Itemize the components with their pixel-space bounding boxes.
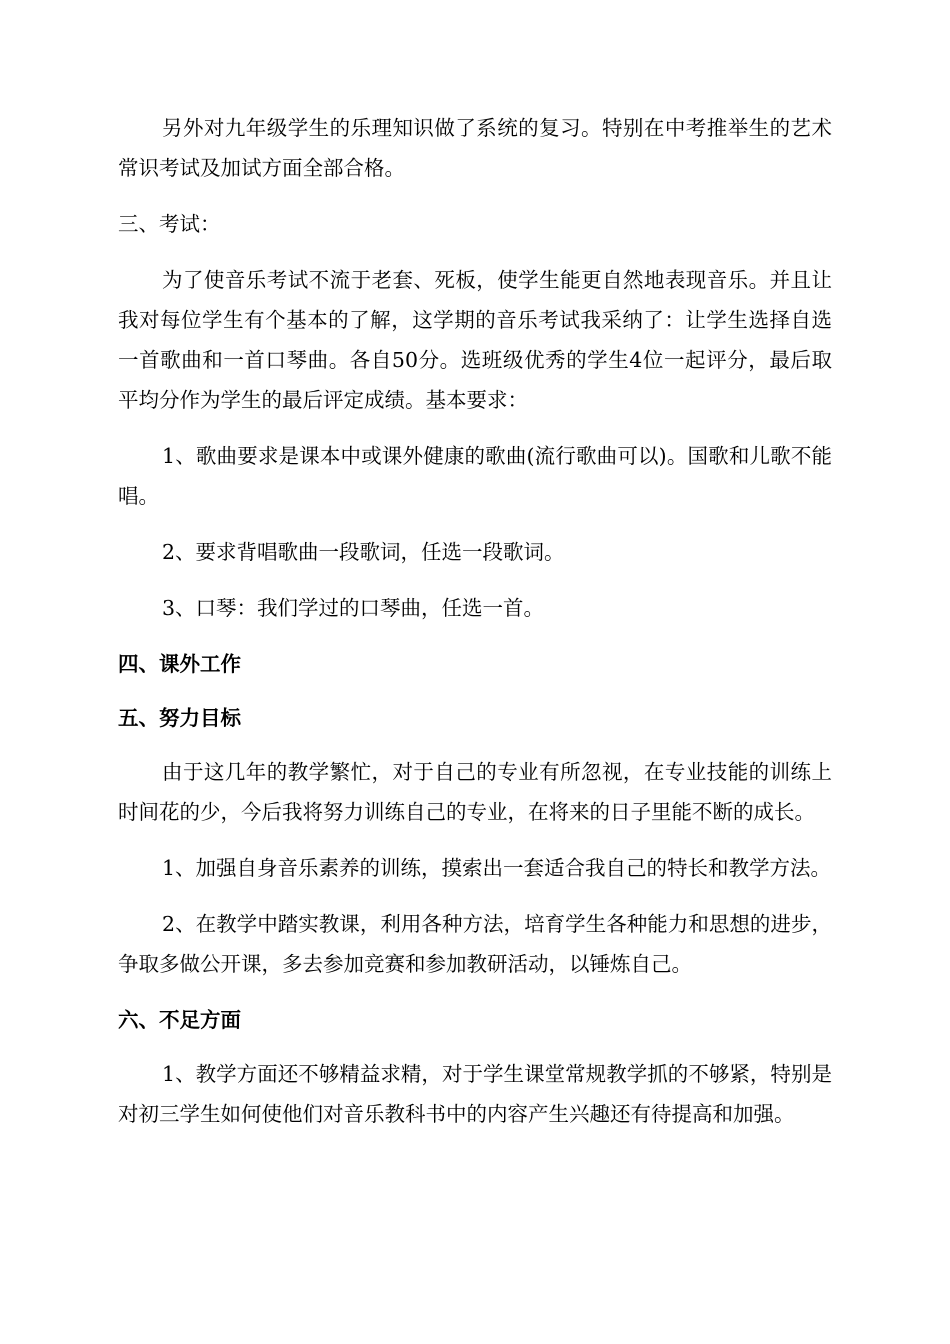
exam-requirement-3: 3、口琴：我们学过的口琴曲，任选一首。	[162, 596, 545, 620]
document-body	[118, 108, 832, 1134]
exam-requirement-2: 2、要求背唱歌曲一段歌词，任选一段歌词。	[162, 540, 565, 564]
goal-item-1: 1、加强自身音乐素养的训练，摸索出一套适合我自己的特长和教学方法。	[162, 856, 832, 880]
heading-extracurricular: 四、课外工作	[118, 652, 241, 676]
paragraph-exam-description: 为了使音乐考试不流于老套、死板，使学生能更自然地表现音乐。并且让我对每位学生有个基本的了解，这学期的音乐考试我采纳了：让学生选择自选一首歌曲和一首口琴曲。各自50分。选班级优秀的学生4位一起评分，最后取平均分作为学生的最后评定成绩。基本要求：	[118, 268, 832, 412]
heading-exam: 三、考试：	[118, 212, 221, 236]
paragraph-review: 另外对九年级学生的乐理知识做了系统的复习。特别在中考推举生的艺术常识考试及加试方面全部合格。	[118, 116, 832, 180]
goal-item-2: 2、在教学中踏实教课，利用各种方法，培育学生各种能力和思想的进步，争取多做公开课，多去参加竞赛和参加教研活动，以锤炼自己。	[118, 912, 832, 976]
heading-goals: 五、努力目标	[118, 706, 241, 730]
exam-requirement-1: 1、歌曲要求是课本中或课外健康的歌曲(流行歌曲可以)。国歌和儿歌不能唱。	[118, 444, 832, 508]
paragraph-goals: 由于这几年的教学繁忙，对于自己的专业有所忽视，在专业技能的训练上时间花的少，今后我将努力训练自己的专业，在将来的日子里能不断的成长。	[118, 760, 832, 824]
heading-shortcomings: 六、不足方面	[118, 1008, 241, 1032]
shortcoming-item-1: 1、教学方面还不够精益求精，对于学生课堂常规教学抓的不够紧，特别是对初三学生如何使他们对音乐教科书中的内容产生兴趣还有待提高和加强。	[118, 1062, 832, 1126]
